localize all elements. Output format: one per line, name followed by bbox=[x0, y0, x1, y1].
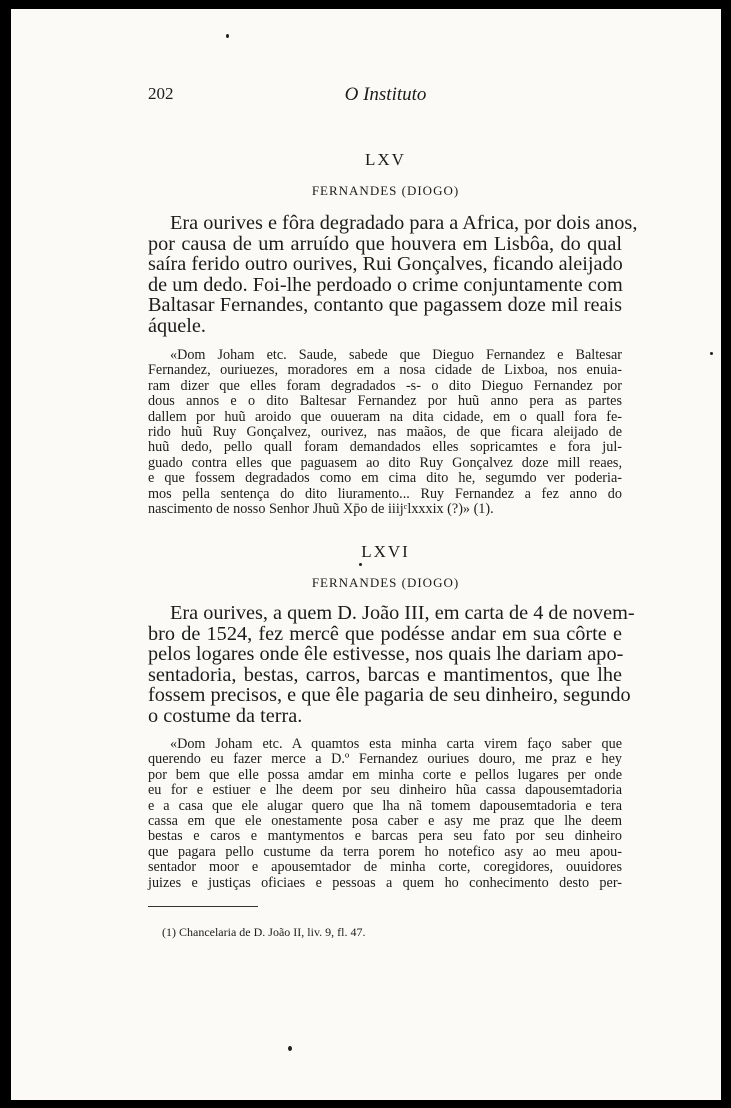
summary-line: Era ourives e fôra degradado para a Africa, por dois anos, bbox=[170, 212, 638, 234]
document-line: dallem por huũ aroido que ouueram na dita cidade, em o quall fora fe- bbox=[148, 408, 622, 425]
entry-66-summary bbox=[148, 602, 635, 727]
summary-line: bro de 1524, fez mercê que podésse andar em sua côrte e bbox=[148, 622, 622, 645]
document-line: ram dizer que elles foram degradados -s- o dito Dieguo Fernandez por bbox=[148, 377, 622, 394]
document-line: bestas e caros e mantymentos e barcas pera seu fato por seu dinheiro bbox=[148, 828, 622, 845]
summary-line: Era ourives, a quem D. João III, em carta de 4 de novem- bbox=[170, 602, 635, 624]
entry-65-numeral: LXV bbox=[365, 150, 406, 169]
document-line: eu for e estiuer e lhe deem por seu dinheiro hũa cassa dapousemtadoria bbox=[148, 782, 622, 799]
document-line: huũ dedo, pello quall foram demandados elles sopricamtes e fora jul- bbox=[148, 439, 622, 456]
document-line: «Dom Joham etc. A quamtos esta minha carta virem faço saber que bbox=[170, 736, 622, 752]
scan-speck bbox=[288, 1046, 292, 1051]
document-line: mos pella sentença do dito liuramento... Ruy Fernandez a fez anno do bbox=[148, 485, 622, 502]
entry-65-document bbox=[148, 348, 622, 517]
document-line: nascimento de nosso Senhor Jhuũ Xp̄o de iiijᶜlxxxix (?)» (1). bbox=[148, 501, 494, 518]
document-line: rido huũ Ruy Gonçalvez, ourivez, nas maãos, de que ficara aleijado de bbox=[148, 424, 622, 441]
document-line: e que fossem degradados como em cima dito he, segumdo ver poderia- bbox=[148, 470, 622, 487]
document-line: e a casa que ele alugar quero que lha nã tomem dapousemtadoria e tera bbox=[148, 797, 622, 814]
summary-line: saíra ferido outro ourives, Rui Gonçalves, ficando aleijado bbox=[148, 253, 623, 275]
document-line: Fernandez, ouriuezes, moradores em a nosa cidade de Lixboa, nos enuia- bbox=[148, 362, 622, 379]
summary-line: áquele. bbox=[148, 314, 206, 337]
document-line: guado contra elles que paguasem ao dito Ruy Gonçalvez doze mill reaes, bbox=[148, 454, 622, 471]
journal-title: O Instituto bbox=[344, 84, 427, 105]
entry-65-summary bbox=[148, 212, 638, 337]
document-line: cassa em que ele onestamente posa caber e asy me praz que lhe deem bbox=[148, 813, 622, 830]
scan-speck bbox=[226, 34, 229, 38]
summary-line: de um dedo. Foi-lhe perdoado o crime conjuntamente com bbox=[148, 273, 623, 296]
page-number: 202 bbox=[148, 84, 174, 103]
document-line: sentador moor e apousemtador de minha corte, coregidores, ouuidores bbox=[148, 859, 622, 876]
document-line: dous annos e o dito Baltesar Fernandez por huũ anno pera as partes bbox=[148, 393, 622, 410]
summary-line: pelos logares onde êle estivesse, nos quais lhe dariam apo- bbox=[148, 643, 624, 665]
scan-speck bbox=[359, 563, 362, 566]
document-line: que pagara pello custume da terra porem ho notefico asy ao meu apou- bbox=[148, 843, 622, 860]
summary-line: Baltasar Fernandes, contanto que pagassem doze mil reais bbox=[148, 294, 622, 316]
entry-66-numeral: LXVI bbox=[361, 542, 410, 561]
footnote: (1) Chancelaria de D. João II, liv. 9, fl. 47. bbox=[162, 925, 366, 939]
document-line: por bem que elle possa amdar em minha corte e pellos lugares per onde bbox=[148, 766, 622, 783]
summary-line: por causa de um arruído que houvera em Lisbôa, do qual bbox=[148, 232, 622, 255]
scan-speck bbox=[710, 352, 713, 355]
summary-line: fossem precisos, e que êle pagaria de seu dinheiro, segundo bbox=[148, 684, 631, 706]
summary-line: o costume da terra. bbox=[148, 704, 303, 727]
summary-line: sentadoria, bestas, carros, barcas e mantimentos, que lhe bbox=[148, 663, 622, 686]
entry-66-name: FERNANDES (DIOGO) bbox=[311, 575, 460, 590]
entry-65-name: FERNANDES (DIOGO) bbox=[311, 183, 460, 198]
document-line: querendo eu fazer merce a D.º Fernandez ouriues douro, me praz e hey bbox=[148, 751, 622, 768]
footnote-rule bbox=[148, 906, 258, 907]
document-line: juizes e justiças oficiaes e pessoas a quem ho conhecimento desto per- bbox=[148, 874, 622, 891]
document-line: «Dom Joham etc. Saude, sabede que Dieguo Fernandez e Baltesar bbox=[170, 347, 622, 363]
entry-66-document bbox=[148, 737, 622, 891]
